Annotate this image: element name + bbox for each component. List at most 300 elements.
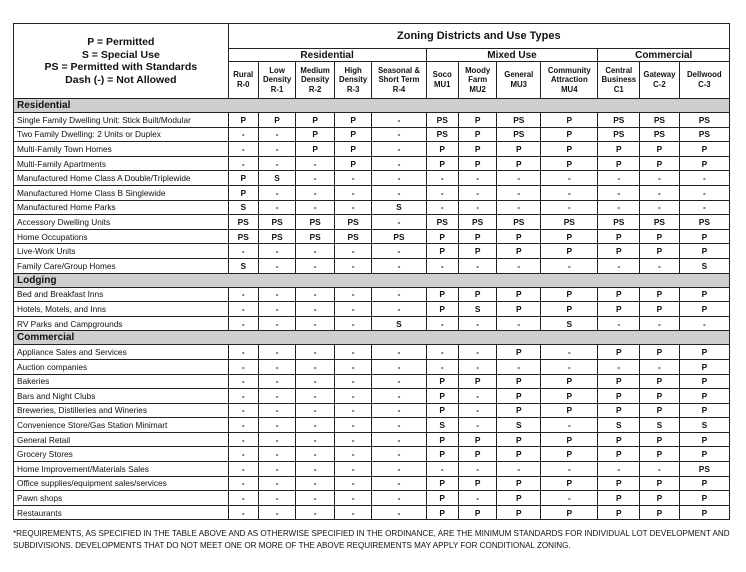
permission-cell: - xyxy=(541,258,598,273)
permission-cell: PS xyxy=(497,127,541,142)
permission-cell: P xyxy=(541,302,598,317)
permission-cell: - xyxy=(258,505,296,520)
permission-cell: P xyxy=(541,113,598,128)
table-row xyxy=(14,345,730,360)
permission-cell: - xyxy=(228,403,258,418)
table-row xyxy=(14,215,730,230)
permission-cell: - xyxy=(228,447,258,462)
permission-cell: - xyxy=(372,374,426,389)
permission-cell: P xyxy=(497,302,541,317)
permission-cell: - xyxy=(296,447,335,462)
permission-cell: - xyxy=(228,142,258,157)
permission-cell: - xyxy=(296,316,335,331)
permission-cell: P xyxy=(426,476,458,491)
permission-cell: P xyxy=(228,113,258,128)
permission-cell: PS xyxy=(598,215,640,230)
use-type-label: Restaurants xyxy=(14,505,229,520)
district-header xyxy=(541,62,598,99)
table-row xyxy=(14,462,730,477)
permission-cell: - xyxy=(598,200,640,215)
permission-cell: - xyxy=(372,359,426,374)
permission-cell: - xyxy=(228,156,258,171)
district-header-line: R-0 xyxy=(236,80,250,89)
permission-cell: - xyxy=(296,258,335,273)
table-row xyxy=(14,505,730,520)
permission-cell: P xyxy=(426,432,458,447)
table-row xyxy=(14,432,730,447)
permission-cell: - xyxy=(497,258,541,273)
district-header-line: MU3 xyxy=(510,80,528,89)
permission-cell: P xyxy=(458,113,497,128)
permission-cell: - xyxy=(296,418,335,433)
district-header-line: Density xyxy=(339,75,368,85)
permission-cell: P xyxy=(458,142,497,157)
permission-cell: P xyxy=(679,447,729,462)
permission-cell: - xyxy=(598,185,640,200)
permission-cell: - xyxy=(372,156,426,171)
permission-cell: P xyxy=(541,403,598,418)
permission-cell: P xyxy=(426,302,458,317)
district-header-line: Density xyxy=(301,75,330,85)
permission-cell: - xyxy=(296,200,335,215)
permission-cell: P xyxy=(598,491,640,506)
permission-cell: PS xyxy=(541,215,598,230)
district-header-line: Dellwood xyxy=(687,70,722,80)
permission-cell: - xyxy=(334,374,372,389)
permission-cell: - xyxy=(426,185,458,200)
permission-cell: - xyxy=(296,302,335,317)
permission-cell: P xyxy=(541,374,598,389)
district-header xyxy=(228,62,258,99)
use-type-label: Two Family Dwelling: 2 Units or Duplex xyxy=(14,127,229,142)
permission-cell: - xyxy=(228,374,258,389)
permission-cell: P xyxy=(497,389,541,404)
permission-cell: - xyxy=(296,171,335,186)
permission-cell: - xyxy=(372,491,426,506)
permission-cell: - xyxy=(426,171,458,186)
permission-cell: - xyxy=(334,491,372,506)
permission-cell: - xyxy=(228,432,258,447)
permission-cell: - xyxy=(258,432,296,447)
use-type-label: Auction companies xyxy=(14,359,229,374)
permission-cell: - xyxy=(372,185,426,200)
permission-cell: - xyxy=(334,171,372,186)
permission-cell: - xyxy=(541,491,598,506)
permission-cell: P xyxy=(426,374,458,389)
table-row xyxy=(14,302,730,317)
permission-cell: P xyxy=(541,142,598,157)
permission-cell: S xyxy=(679,258,729,273)
permission-cell: P xyxy=(458,287,497,302)
permission-cell: P xyxy=(679,505,729,520)
permission-cell: - xyxy=(296,505,335,520)
permission-cell: - xyxy=(296,185,335,200)
permission-cell: PS xyxy=(372,229,426,244)
district-header-line: Short Term xyxy=(378,75,420,85)
permission-cell: P xyxy=(598,374,640,389)
table-row xyxy=(14,389,730,404)
permission-cell: P xyxy=(679,142,729,157)
permission-cell: - xyxy=(258,258,296,273)
permission-cell: P xyxy=(497,244,541,259)
use-type-label: Office supplies/equipment sales/services xyxy=(14,476,229,491)
permission-cell: - xyxy=(334,389,372,404)
permission-cell: - xyxy=(458,389,497,404)
permission-cell: P xyxy=(598,476,640,491)
permission-cell: P xyxy=(497,374,541,389)
permission-cell: - xyxy=(296,374,335,389)
permission-cell: - xyxy=(258,287,296,302)
permission-cell: P xyxy=(541,432,598,447)
district-header-line: Moody xyxy=(465,65,491,75)
permission-cell: - xyxy=(458,171,497,186)
permission-cell: P xyxy=(598,447,640,462)
permission-cell: PS xyxy=(679,113,729,128)
district-header-line: R-4 xyxy=(392,84,406,94)
permission-cell: P xyxy=(541,287,598,302)
permission-cell: P xyxy=(679,403,729,418)
permission-cell: P xyxy=(296,127,335,142)
permission-cell: - xyxy=(541,418,598,433)
permission-cell: - xyxy=(598,359,640,374)
permission-cell: P xyxy=(296,142,335,157)
permission-cell: P xyxy=(541,156,598,171)
permission-cell: PS xyxy=(679,462,729,477)
legend-not-allowed: Dash (-) = Not Allowed xyxy=(65,73,177,86)
permission-cell: - xyxy=(372,171,426,186)
permission-cell: - xyxy=(598,316,640,331)
permission-cell: S xyxy=(458,302,497,317)
permission-cell: P xyxy=(426,447,458,462)
district-header-line: C-2 xyxy=(653,80,666,89)
permission-cell: - xyxy=(296,345,335,360)
permission-cell: - xyxy=(258,389,296,404)
permission-cell: P xyxy=(640,229,680,244)
table-row xyxy=(14,418,730,433)
permission-cell: - xyxy=(640,185,680,200)
district-header-line: Density xyxy=(263,75,292,85)
permission-cell: - xyxy=(372,302,426,317)
permission-cell: P xyxy=(679,156,729,171)
permission-cell: P xyxy=(598,287,640,302)
permission-cell: - xyxy=(426,345,458,360)
permission-cell: - xyxy=(258,491,296,506)
section-title: Lodging xyxy=(14,273,730,287)
permission-cell: P xyxy=(640,491,680,506)
use-type-label: Pawn shops xyxy=(14,491,229,506)
permission-cell: - xyxy=(296,403,335,418)
use-type-label: Grocery Stores xyxy=(14,447,229,462)
district-header-line: Central xyxy=(605,65,633,75)
permission-cell: P xyxy=(497,476,541,491)
permission-cell: - xyxy=(258,447,296,462)
permission-cell: P xyxy=(679,432,729,447)
permission-cell: P xyxy=(640,302,680,317)
permission-cell: - xyxy=(334,287,372,302)
permission-cell: P xyxy=(598,229,640,244)
permission-cell: P xyxy=(541,476,598,491)
district-header-line: C1 xyxy=(613,84,624,94)
permission-cell: P xyxy=(640,447,680,462)
permission-cell: P xyxy=(598,156,640,171)
permission-cell: P xyxy=(296,113,335,128)
use-type-label: Bars and Night Clubs xyxy=(14,389,229,404)
permission-cell: - xyxy=(372,345,426,360)
table-row xyxy=(14,229,730,244)
permission-cell: - xyxy=(228,287,258,302)
permission-cell: P xyxy=(598,432,640,447)
permission-cell: - xyxy=(228,505,258,520)
permission-cell: P xyxy=(679,244,729,259)
permission-cell: S xyxy=(228,258,258,273)
permission-cell: - xyxy=(372,389,426,404)
permission-cell: P xyxy=(426,403,458,418)
group-commercial: Commercial xyxy=(598,49,730,62)
permission-cell: PS xyxy=(228,229,258,244)
permission-cell: - xyxy=(372,505,426,520)
permission-cell: - xyxy=(334,432,372,447)
permission-cell: P xyxy=(458,244,497,259)
permission-cell: - xyxy=(458,491,497,506)
permission-cell: P xyxy=(679,287,729,302)
permission-cell: PS xyxy=(296,229,335,244)
legend-permitted: P = Permitted xyxy=(87,36,155,48)
permission-cell: P xyxy=(640,244,680,259)
zoning-districts-title: Zoning Districts and Use Types xyxy=(228,24,729,49)
district-header xyxy=(296,62,335,99)
permission-cell: P xyxy=(497,447,541,462)
district-header-line: General xyxy=(504,70,534,80)
use-type-label: Manufactured Home Class B Singlewide xyxy=(14,185,229,200)
permission-cell: - xyxy=(458,316,497,331)
footnote: *REQUIREMENTS, AS SPECIFIED IN THE TABLE ABOVE AND AS OTHERWISE SPECIFIED IN THE ORDINANCE, ARE THE MINIMUM STANDARDS FOR INDIVIDUAL LOT DEVELOPMENT AND SUBDIVISIONS. DEVELOPMENTS THAT DO NOT MEET ONE OR MORE OF THE ABOVE REQUIREMENTS MAY APPLY FOR CONDITIONAL ZONING. xyxy=(13,529,730,550)
use-type-label: Home Occupations xyxy=(14,229,229,244)
permission-cell: P xyxy=(640,287,680,302)
legend-permitted-with-standards: PS = Permitted with Standards xyxy=(44,61,198,73)
permission-cell: P xyxy=(679,389,729,404)
use-type-label: Manufactured Home Class A Double/Triplewide xyxy=(14,171,229,186)
permission-cell: P xyxy=(334,113,372,128)
permission-cell: PS xyxy=(228,215,258,230)
permission-cell: - xyxy=(372,287,426,302)
district-header xyxy=(334,62,372,99)
permission-cell: P xyxy=(458,432,497,447)
permission-cell: - xyxy=(228,345,258,360)
permission-cell: - xyxy=(497,185,541,200)
permission-cell: - xyxy=(458,185,497,200)
use-type-label: Single Family Dwelling Unit: Stick Built/Modular xyxy=(14,113,229,128)
table-row xyxy=(14,200,730,215)
permission-cell: - xyxy=(296,476,335,491)
permission-cell: P xyxy=(426,229,458,244)
permission-cell: - xyxy=(497,462,541,477)
permission-cell: - xyxy=(258,359,296,374)
permission-cell: - xyxy=(334,316,372,331)
permission-cell: - xyxy=(258,418,296,433)
permission-cell: - xyxy=(426,359,458,374)
permission-cell: - xyxy=(334,505,372,520)
permission-cell: PS xyxy=(640,215,680,230)
permission-cell: - xyxy=(679,171,729,186)
permission-cell: - xyxy=(334,359,372,374)
zoning-use-table xyxy=(13,23,730,520)
permission-cell: P xyxy=(426,491,458,506)
section-title: Commercial xyxy=(14,331,730,345)
permission-cell: P xyxy=(497,345,541,360)
permission-cell: - xyxy=(541,345,598,360)
district-header xyxy=(598,62,640,99)
permission-cell: - xyxy=(458,258,497,273)
permission-cell: - xyxy=(640,316,680,331)
permission-cell: - xyxy=(426,316,458,331)
permission-cell: PS xyxy=(598,113,640,128)
district-header-line: High xyxy=(344,65,362,75)
permission-cell: P xyxy=(228,185,258,200)
permission-cell: - xyxy=(640,171,680,186)
permission-cell: - xyxy=(228,418,258,433)
permission-cell: - xyxy=(258,374,296,389)
permission-cell: P xyxy=(541,505,598,520)
permission-cell: P xyxy=(679,491,729,506)
permission-cell: - xyxy=(334,418,372,433)
permission-cell: - xyxy=(458,462,497,477)
district-header xyxy=(497,62,541,99)
permission-cell: - xyxy=(598,171,640,186)
permission-cell: PS xyxy=(679,215,729,230)
permission-cell: P xyxy=(598,389,640,404)
permission-cell: S xyxy=(497,418,541,433)
permission-cell: P xyxy=(640,156,680,171)
permission-cell: P xyxy=(640,389,680,404)
permission-cell: PS xyxy=(334,229,372,244)
permission-cell: - xyxy=(258,156,296,171)
permission-cell: P xyxy=(598,505,640,520)
permission-cell: - xyxy=(372,462,426,477)
permission-cell: PS xyxy=(258,215,296,230)
permission-cell: - xyxy=(258,476,296,491)
permission-cell: - xyxy=(640,359,680,374)
permission-cell: - xyxy=(258,345,296,360)
district-header-line: MU4 xyxy=(561,84,578,94)
use-type-label: Bakeries xyxy=(14,374,229,389)
permission-cell: - xyxy=(296,359,335,374)
permission-cell: P xyxy=(598,244,640,259)
permission-cell: - xyxy=(541,200,598,215)
table-row xyxy=(14,447,730,462)
section-header-row xyxy=(14,99,730,113)
permission-cell: - xyxy=(258,462,296,477)
permission-cell: - xyxy=(372,258,426,273)
use-type-label: Multi-Family Apartments xyxy=(14,156,229,171)
permission-cell: - xyxy=(258,302,296,317)
permission-cell: - xyxy=(541,171,598,186)
district-header-line: R-1 xyxy=(270,84,284,94)
permission-cell: PS xyxy=(426,215,458,230)
permission-cell: S xyxy=(258,171,296,186)
legend-special-use: S = Special Use xyxy=(81,48,160,61)
permission-cell: PS xyxy=(497,113,541,128)
district-header xyxy=(258,62,296,99)
table-row xyxy=(14,316,730,331)
permission-cell: - xyxy=(679,200,729,215)
use-type-label: Bed and Breakfast Inns xyxy=(14,287,229,302)
permission-cell: P xyxy=(640,142,680,157)
use-type-label: Breweries, Distilleries and Wineries xyxy=(14,403,229,418)
table-row xyxy=(14,171,730,186)
legend-cell xyxy=(14,24,229,99)
permission-cell: - xyxy=(228,462,258,477)
permission-cell: - xyxy=(258,316,296,331)
district-header-line: Soco xyxy=(432,70,452,80)
permission-cell: - xyxy=(541,462,598,477)
permission-cell: P xyxy=(679,229,729,244)
permission-cell: P xyxy=(640,345,680,360)
permission-cell: - xyxy=(228,476,258,491)
permission-cell: - xyxy=(372,476,426,491)
permission-cell: - xyxy=(598,462,640,477)
district-header-line: Seasonal & xyxy=(377,65,420,75)
district-header-line: Gateway xyxy=(643,70,676,80)
use-type-label: Multi-Family Town Homes xyxy=(14,142,229,157)
permission-cell: - xyxy=(296,287,335,302)
permission-cell: - xyxy=(228,302,258,317)
permission-cell: - xyxy=(296,389,335,404)
permission-cell: S xyxy=(228,200,258,215)
permission-cell: - xyxy=(334,345,372,360)
use-type-label: RV Parks and Campgrounds xyxy=(14,316,229,331)
permission-cell: - xyxy=(426,258,458,273)
permission-cell: P xyxy=(497,142,541,157)
district-header xyxy=(640,62,680,99)
permission-cell: PS xyxy=(426,127,458,142)
permission-cell: P xyxy=(426,244,458,259)
permission-cell: - xyxy=(334,447,372,462)
district-header-line: MU2 xyxy=(469,84,486,94)
permission-cell: - xyxy=(296,462,335,477)
section-header-row xyxy=(14,331,730,345)
permission-cell: P xyxy=(497,403,541,418)
permission-cell: P xyxy=(679,476,729,491)
permission-cell: P xyxy=(497,287,541,302)
permission-cell: P xyxy=(541,447,598,462)
permission-cell: P xyxy=(334,127,372,142)
group-mixed-use: Mixed Use xyxy=(426,49,598,62)
permission-cell: P xyxy=(228,171,258,186)
district-header-line: R-3 xyxy=(346,84,360,94)
permission-cell: - xyxy=(640,200,680,215)
permission-cell: - xyxy=(497,171,541,186)
table-row xyxy=(14,142,730,157)
permission-cell: P xyxy=(679,359,729,374)
permission-cell: PS xyxy=(458,215,497,230)
district-header-line: R-2 xyxy=(308,84,322,94)
permission-cell: - xyxy=(640,462,680,477)
permission-cell: - xyxy=(258,127,296,142)
permission-cell: P xyxy=(598,345,640,360)
permission-cell: P xyxy=(541,244,598,259)
permission-cell: - xyxy=(679,185,729,200)
permission-cell: - xyxy=(228,127,258,142)
permission-cell: P xyxy=(258,113,296,128)
permission-cell: P xyxy=(541,229,598,244)
use-type-label: Manufactured Home Parks xyxy=(14,200,229,215)
permission-cell: - xyxy=(334,258,372,273)
permission-cell: P xyxy=(541,389,598,404)
permission-cell: PS xyxy=(640,127,680,142)
permission-cell: P xyxy=(640,403,680,418)
permission-cell: P xyxy=(497,491,541,506)
permission-cell: - xyxy=(679,316,729,331)
